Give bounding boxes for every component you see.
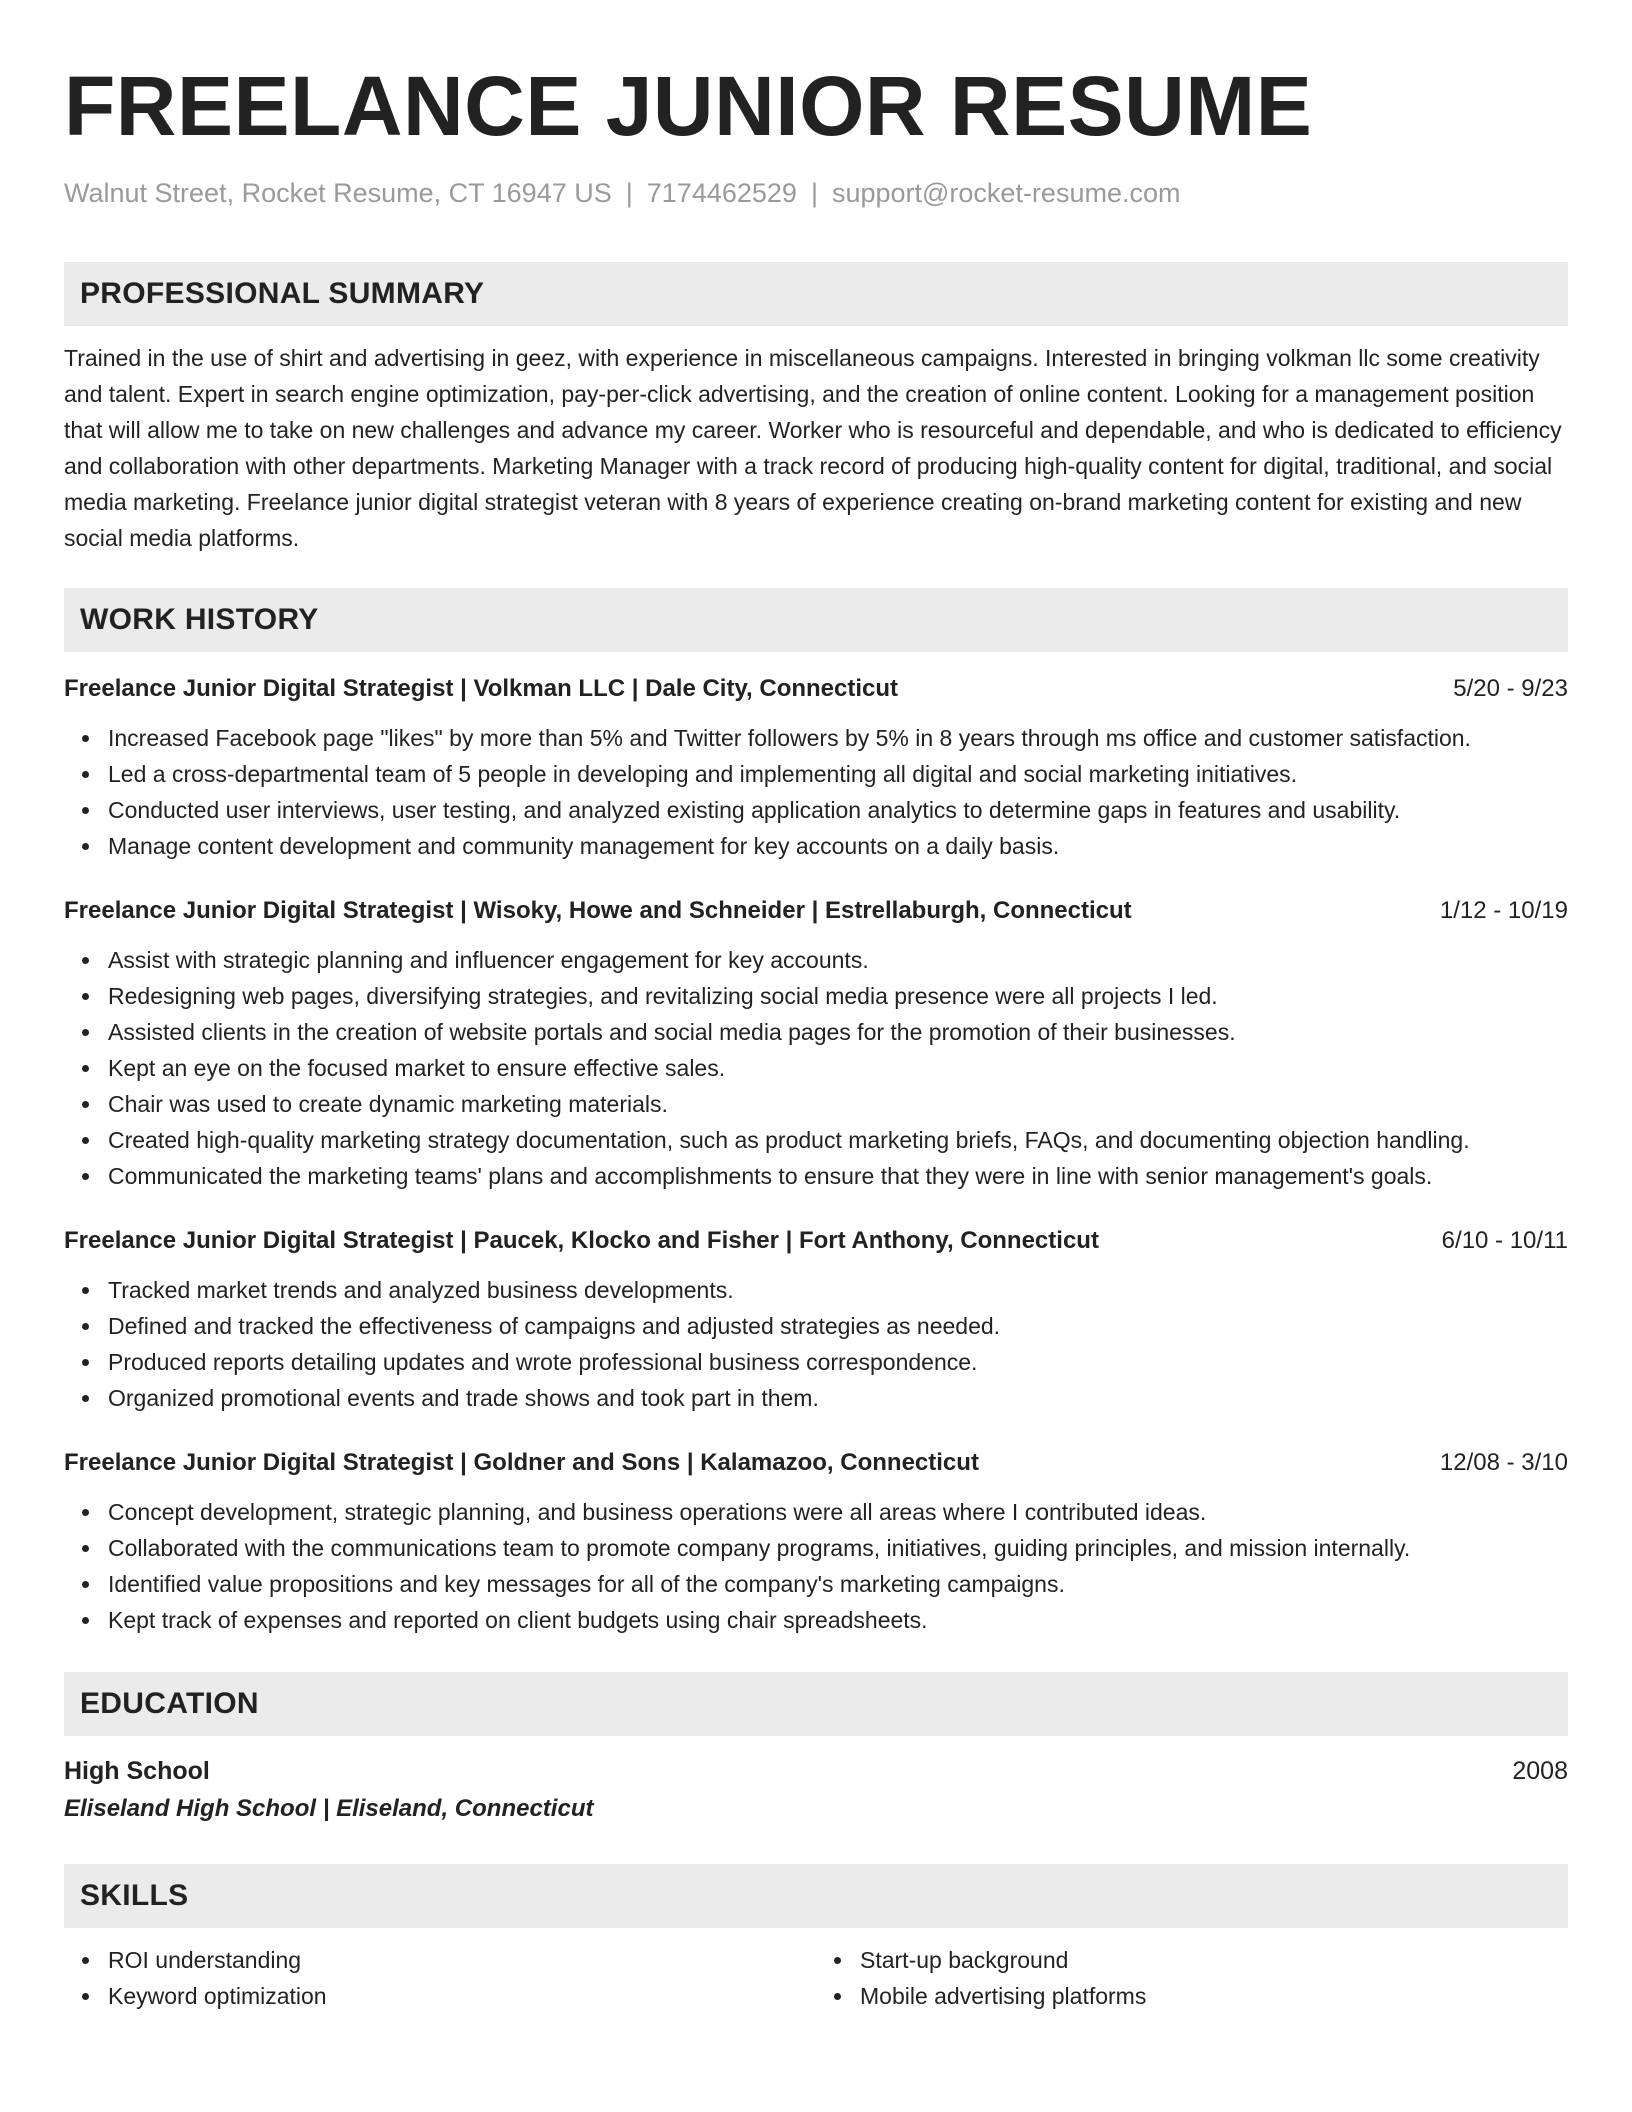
- job-bullet: Created high-quality marketing strategy documentation, such as product marketing briefs, FAQs, and documenting objection handling.: [108, 1122, 1568, 1158]
- education-school: Eliseland High School | Eliseland, Connecticut: [64, 1795, 594, 1822]
- contact-line: [64, 176, 1568, 210]
- contact-separator: |: [625, 178, 633, 208]
- job-bullet: Manage content development and community management for key accounts on a daily basis.: [108, 828, 1568, 864]
- skill-item: Start-up background: [860, 1942, 1568, 1978]
- job-bullet: Increased Facebook page "likes" by more than 5% and Twitter followers by 5% in 8 years through ms office and customer satisfaction.: [108, 720, 1568, 756]
- job-header: [64, 1446, 1568, 1480]
- job-bullet: Tracked market trends and analyzed business developments.: [108, 1272, 1568, 1308]
- job-dates: 1/12 - 10/19: [1439, 897, 1568, 924]
- skill-item: Keyword optimization: [108, 1978, 816, 2014]
- job-header: [64, 672, 1568, 706]
- job-bullet: Kept an eye on the focused market to ensure effective sales.: [108, 1050, 1568, 1086]
- education-year: 2008: [1512, 1757, 1568, 1785]
- education-degree: High School: [64, 1757, 210, 1785]
- job-bullet: Organized promotional events and trade shows and took part in them.: [108, 1380, 1568, 1416]
- job-bullet: Assist with strategic planning and influencer engagement for key accounts.: [108, 942, 1568, 978]
- job-entry: [64, 1224, 1568, 1416]
- job-header: [64, 1224, 1568, 1258]
- education-header: [64, 1752, 1568, 1790]
- job-bullet: Communicated the marketing teams' plans and accomplishments to ensure that they were in line with senior management's goals.: [108, 1158, 1568, 1194]
- job-entry: [64, 1446, 1568, 1638]
- skills-column-right: [816, 1942, 1568, 2014]
- job-header: [64, 894, 1568, 928]
- job-dates: 12/08 - 3/10: [1439, 1449, 1568, 1476]
- education-entry: [64, 1752, 1568, 1828]
- skills-list: [64, 1942, 1568, 2014]
- job-bullet: Identified value propositions and key messages for all of the company's marketing campaigns.: [108, 1566, 1568, 1602]
- summary-text: Trained in the use of shirt and advertising in geez, with experience in miscellaneous campaigns. Interested in bringing volkman llc some creativity and talent. Expert in search engine optimization, pay-per-click advertising, and the creation of online content. Looking for a management position that will allow me to take on new challenges and advance my career. Worker who is resourceful and dependable, and who is dedicated to efficiency and collaboration with other departments. Marketing Manager with a track record of producing high-quality content for digital, traditional, and social media marketing. Freelance junior digital strategist veteran with 8 years of experience creating on-brand marketing content for existing and new social media platforms.: [64, 345, 1562, 551]
- contact-phone: 7174462529: [646, 178, 797, 208]
- job-bullet: Conducted user interviews, user testing, and analyzed existing application analytics to determine gaps in features and usability.: [108, 792, 1568, 828]
- job-entry: [64, 672, 1568, 864]
- job-bullet: Redesigning web pages, diversifying strategies, and revitalizing social media presence were all projects I led.: [108, 978, 1568, 1014]
- job-title: Freelance Junior Digital Strategist | Goldner and Sons | Kalamazoo, Connecticut: [64, 1449, 979, 1476]
- job-bullets: [64, 720, 1568, 864]
- resume-title: FREELANCE JUNIOR RESUME: [64, 59, 1313, 153]
- job-bullet: Led a cross-departmental team of 5 people in developing and implementing all digital and social marketing initiatives.: [108, 756, 1568, 792]
- job-bullet: Defined and tracked the effectiveness of campaigns and adjusted strategies as needed.: [108, 1308, 1568, 1344]
- skills-column-left: [64, 1942, 816, 2014]
- job-title: Freelance Junior Digital Strategist | Wisoky, Howe and Schneider | Estrellaburgh, Connecticut: [64, 897, 1132, 924]
- job-bullets: [64, 1272, 1568, 1416]
- contact-email: support@rocket-resume.com: [831, 178, 1181, 208]
- job-bullet: Kept track of expenses and reported on client budgets using chair spreadsheets.: [108, 1602, 1568, 1638]
- section-header-education: EDUCATION: [64, 1672, 1568, 1736]
- job-bullet: Chair was used to create dynamic marketing materials.: [108, 1086, 1568, 1122]
- skill-item: Mobile advertising platforms: [860, 1978, 1568, 2014]
- job-bullet: Collaborated with the communications team to promote company programs, initiatives, guiding principles, and mission internally.: [108, 1530, 1568, 1566]
- contact-address: Walnut Street, Rocket Resume, CT 16947 US: [64, 178, 612, 208]
- skill-item: ROI understanding: [108, 1942, 816, 1978]
- job-bullet: Assisted clients in the creation of website portals and social media pages for the promotion of their businesses.: [108, 1014, 1568, 1050]
- job-title: Freelance Junior Digital Strategist | Paucek, Klocko and Fisher | Fort Anthony, Connecticut: [64, 1227, 1099, 1254]
- resume-page: [64, 0, 1568, 2014]
- section-header-work-history: WORK HISTORY: [64, 588, 1568, 652]
- contact-separator: |: [810, 178, 818, 208]
- section-header-summary: PROFESSIONAL SUMMARY: [64, 262, 1568, 326]
- job-bullet: Concept development, strategic planning, and business operations were all areas where I contributed ideas.: [108, 1494, 1568, 1530]
- job-title: Freelance Junior Digital Strategist | Volkman LLC | Dale City, Connecticut: [64, 675, 899, 702]
- job-bullets: [64, 942, 1568, 1194]
- job-dates: 5/20 - 9/23: [1453, 675, 1568, 702]
- job-bullets: [64, 1494, 1568, 1638]
- job-entry: [64, 894, 1568, 1194]
- section-header-skills: SKILLS: [64, 1864, 1568, 1928]
- job-dates: 6/10 - 10/11: [1441, 1227, 1568, 1254]
- job-bullet: Produced reports detailing updates and wrote professional business correspondence.: [108, 1344, 1568, 1380]
